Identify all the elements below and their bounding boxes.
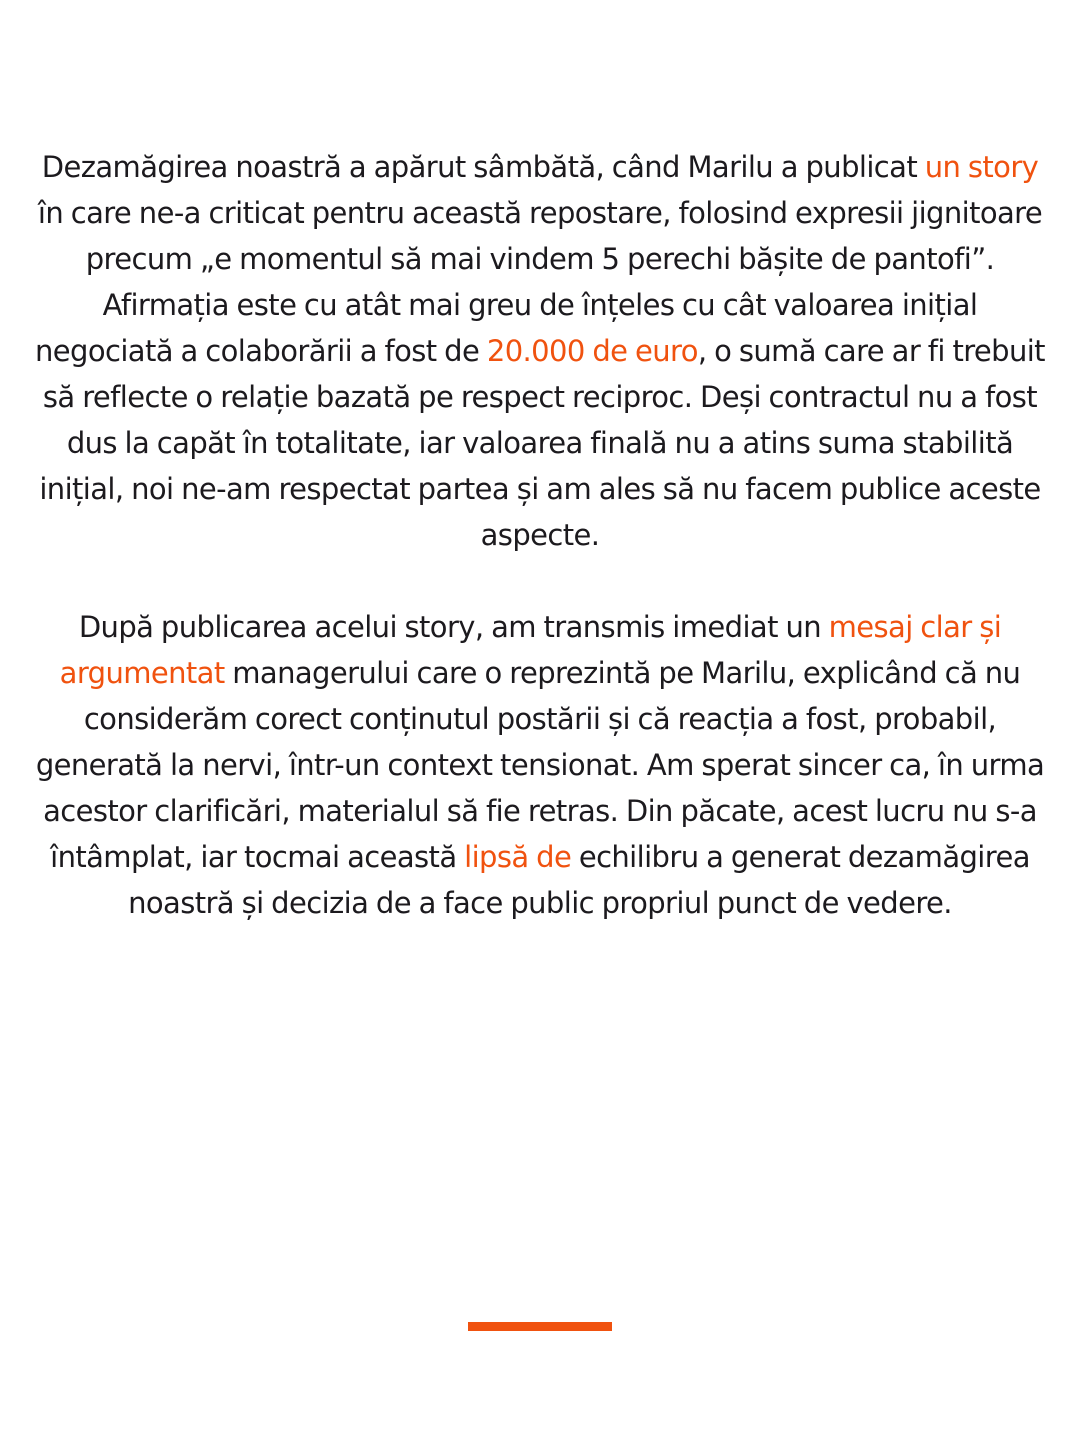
paragraph-2 xyxy=(30,604,1050,926)
text-segment: Dezamăgirea noastră a apărut sâmbătă, când Marilu a publicat xyxy=(41,150,925,184)
highlight-lack-of: lipsă de xyxy=(464,840,572,874)
highlight-un-story: un story xyxy=(924,150,1039,184)
text-segment: , o sumă care ar fi trebuit să reflecte o relație bazată pe respect reciproc. Deși contractul nu a fost dus la capăt în totalitate, iar valoarea finală nu a atins suma stabilită inițial, noi ne-am respectat partea și am ales să nu facem publice aceste aspecte. xyxy=(39,334,1045,552)
highlight-clear-message: mesaj clar și argumentat xyxy=(59,610,1002,690)
text-segment: managerului care o reprezintă pe Marilu, explicând că nu considerăm corect conținutul postării și că reacția a fost, probabil, generată la nervi, într-un context tensionat. Am sperat sincer ca, în urma acestor clarificări, materialul să fie retras. Din păcate, acest lucru nu s-a întâmplat, iar tocmai această xyxy=(35,656,1045,874)
text-segment: în care ne-a criticat pentru această repostare, folosind expresii jignitoare precum „e momentul să mai vindem 5 perechi bășite de pantofi”. Afirmația este cu atât mai greu de înțeles cu cât valoarea inițial negociată a colaborării a fost de xyxy=(35,196,1043,368)
accent-divider xyxy=(468,1322,612,1331)
article-body xyxy=(30,144,1050,926)
highlight-amount: 20.000 de euro xyxy=(486,334,698,368)
text-segment: echilibru a generat dezamăgirea noastră și decizia de a face public propriul punct de vedere. xyxy=(128,840,1030,920)
text-segment: După publicarea acelui story, am transmis imediat un xyxy=(78,610,829,644)
paragraph-1 xyxy=(30,144,1050,558)
